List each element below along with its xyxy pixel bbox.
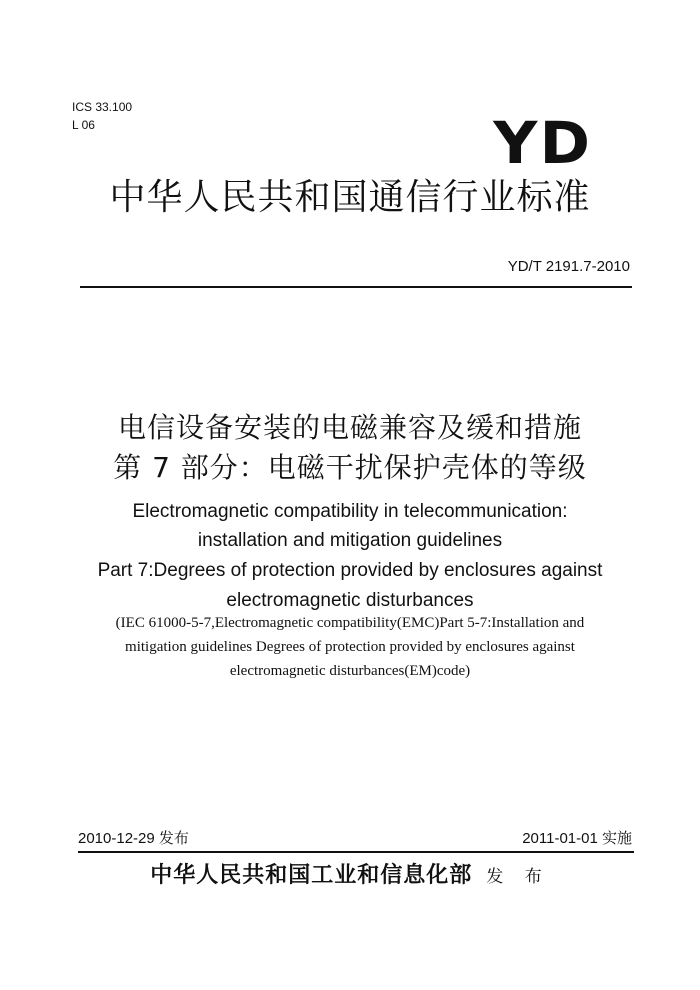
header-divider: [80, 286, 632, 288]
ccs-code: L 06: [72, 118, 95, 132]
footer-divider: [78, 851, 634, 853]
issuer-name: 中华人民共和国工业和信息化部: [150, 862, 473, 888]
issuer-line: [0, 860, 700, 892]
english-title-line-2: installation and mitigation guidelines: [197, 530, 503, 551]
yd-logo: YD: [493, 109, 592, 177]
iec-reference-line-1: (IEC 61000-5-7,Electromagnetic compatibility(EMC)Part 5-7:Installation and: [115, 615, 585, 631]
chinese-title-line-2: 第 7 部分：电磁干扰保护壳体的等级: [113, 451, 587, 484]
standard-number: YD/T 2191.7-2010: [507, 258, 630, 275]
chinese-title-line-1: 电信设备安装的电磁兼容及缓和措施: [117, 411, 582, 444]
implementation-date: 2011-01-01 实施: [522, 830, 632, 847]
iec-reference-line-2: mitigation guidelines Degrees of protection provided by enclosures against: [125, 639, 575, 655]
english-title-line-4: electromagnetic disturbances: [226, 590, 474, 611]
issuer-verb: 发 布: [486, 867, 550, 887]
issue-date: 2010-12-29 发布: [78, 830, 189, 847]
english-title-line-3: Part 7:Degrees of protection provided by enclosures against: [97, 560, 603, 581]
standard-title: 中华人民共和国通信行业标准: [109, 177, 591, 218]
ics-code: ICS 33.100: [72, 100, 133, 114]
iec-reference-line-3: electromagnetic disturbances(EM)code): [229, 663, 471, 679]
english-title-line-1: Electromagnetic compatibility in telecommunication:: [132, 501, 568, 522]
